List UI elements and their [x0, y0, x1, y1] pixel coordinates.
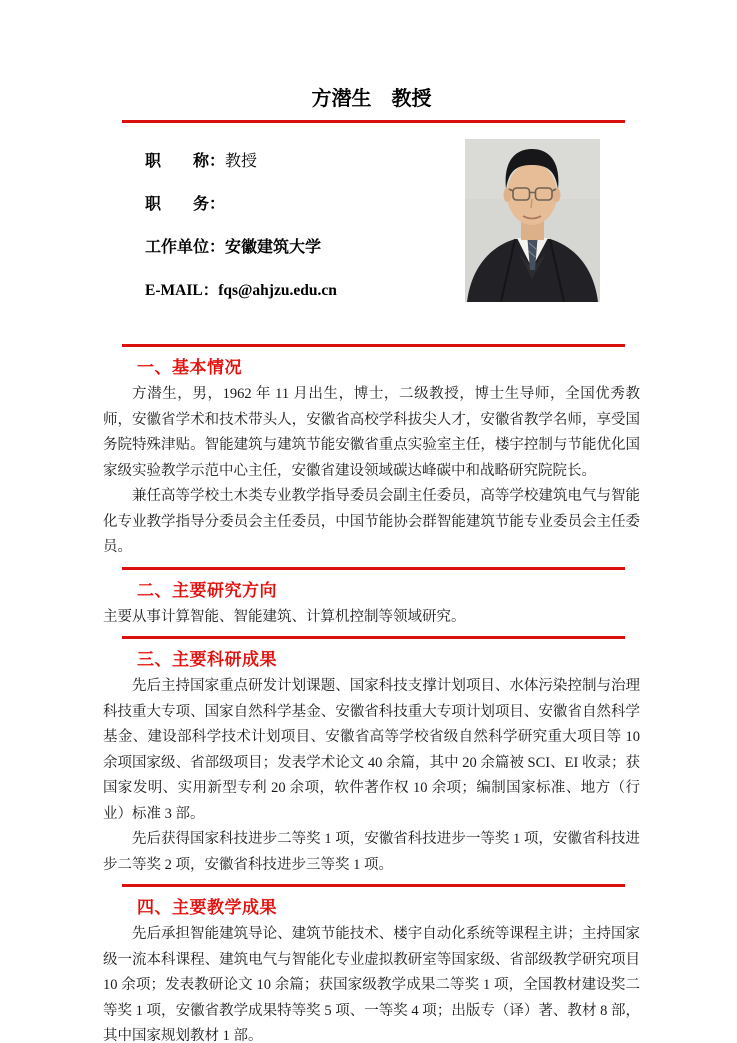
section-basic-info-paragraph: 方潜生，男，1962 年 11 月出生，博士，二级教授，博士生导师，全国优秀教师，安徽省学术和技术带头人，安徽省高校学科拔尖人才，安徽省教学名师，享受国务院特殊津贴。智能建筑与建筑节能安徽省重点实验室主任，楼宇控制与节能优化国家级实验教学示范中心主任，安徽省建设领域碳达峰碳中和战略研究院院长。	[103, 386, 640, 479]
section-research-achievements-heading: 三、主要科研成果	[137, 650, 277, 669]
field-employer-value: 安徽建筑大学	[225, 239, 322, 256]
section-research-achievements	[103, 649, 640, 878]
section-basic-info-heading: 一、基本情况	[137, 358, 242, 377]
portrait-photo	[465, 139, 600, 302]
divider-under-title	[122, 120, 625, 123]
field-email-value: fqs@ahjzu.edu.cn	[218, 282, 337, 299]
field-employer-label: 工作单位：	[145, 239, 226, 256]
divider-under-info	[122, 344, 625, 347]
section-research-achievements-paragraph: 先后获得国家科技进步二等奖 1 项，安徽省科技进步一等奖 1 项，安徽省科技进步二等奖 2 项，安徽省科技进步三等奖 1 项。	[103, 831, 640, 873]
section-teaching-achievements-paragraph: 先后承担智能建筑导论、建筑节能技术、楼宇自动化系统等课程主讲；主持国家级一流本科课程、建筑电气与智能化专业虚拟教研室等国家级、省部级教学研究项目 10 余项；发表教研论文 10 余篇；获国家级教学成果二等奖 1 项，全国教材建设奖二等奖 1 项，安徽省教学成果特等奖 5 项、一等奖 4 项；出版专（译）著、教材 8 部，其中国家规划教材 1 部。	[103, 926, 640, 1043]
field-position-label: 职 务：	[145, 196, 226, 213]
section-teaching-achievements-heading: 四、主要教学成果	[137, 898, 277, 917]
section-research-directions	[103, 580, 640, 631]
field-email	[145, 282, 337, 299]
section-research-achievements-paragraph: 先后主持国家重点研发计划课题、国家科技支撑计划项目、水体污染控制与治理科技重大专项、国家自然科学基金、安徽省科技重大专项计划项目、安徽省自然科学基金、建设部科学技术计划项目、安徽省高等学校省级自然科学研究重大项目等 10 余项国家级、省部级项目；发表学术论文 40 余篇，其中 20 余篇被 SCI、EI 收录；获国家发明、实用新型专利 20 余项，软件著作权 10 余项；编制国家标准、地方（行业）标准 3 部。	[103, 678, 640, 822]
field-job-title-label: 职 称：	[145, 153, 226, 170]
field-position	[145, 196, 337, 213]
divider-section-2	[122, 636, 625, 639]
profile-info-row	[103, 139, 640, 325]
profile-fields	[103, 139, 337, 325]
page-content	[103, 0, 640, 1043]
divider-section-3	[122, 884, 625, 887]
divider-section-1	[122, 567, 625, 570]
field-job-title	[145, 153, 337, 170]
portrait-photo-image	[465, 139, 600, 302]
field-employer	[145, 239, 337, 256]
field-job-title-value: 教授	[225, 153, 258, 170]
section-teaching-achievements	[103, 897, 640, 1043]
page-title: 方潜生 教授	[311, 88, 432, 110]
section-basic-info	[103, 357, 640, 561]
section-basic-info-paragraph: 兼任高等学校土木类专业教学指导委员会副主任委员，高等学校建筑电气与智能化专业教学指导分委员会主任委员，中国节能协会群智能建筑节能专业委员会主任委员。	[103, 488, 640, 555]
section-research-directions-paragraph: 主要从事计算智能、智能建筑、计算机控制等领域研究。	[103, 608, 466, 625]
section-research-directions-heading: 二、主要研究方向	[137, 580, 277, 600]
field-email-label: E-MAIL：	[145, 282, 219, 299]
